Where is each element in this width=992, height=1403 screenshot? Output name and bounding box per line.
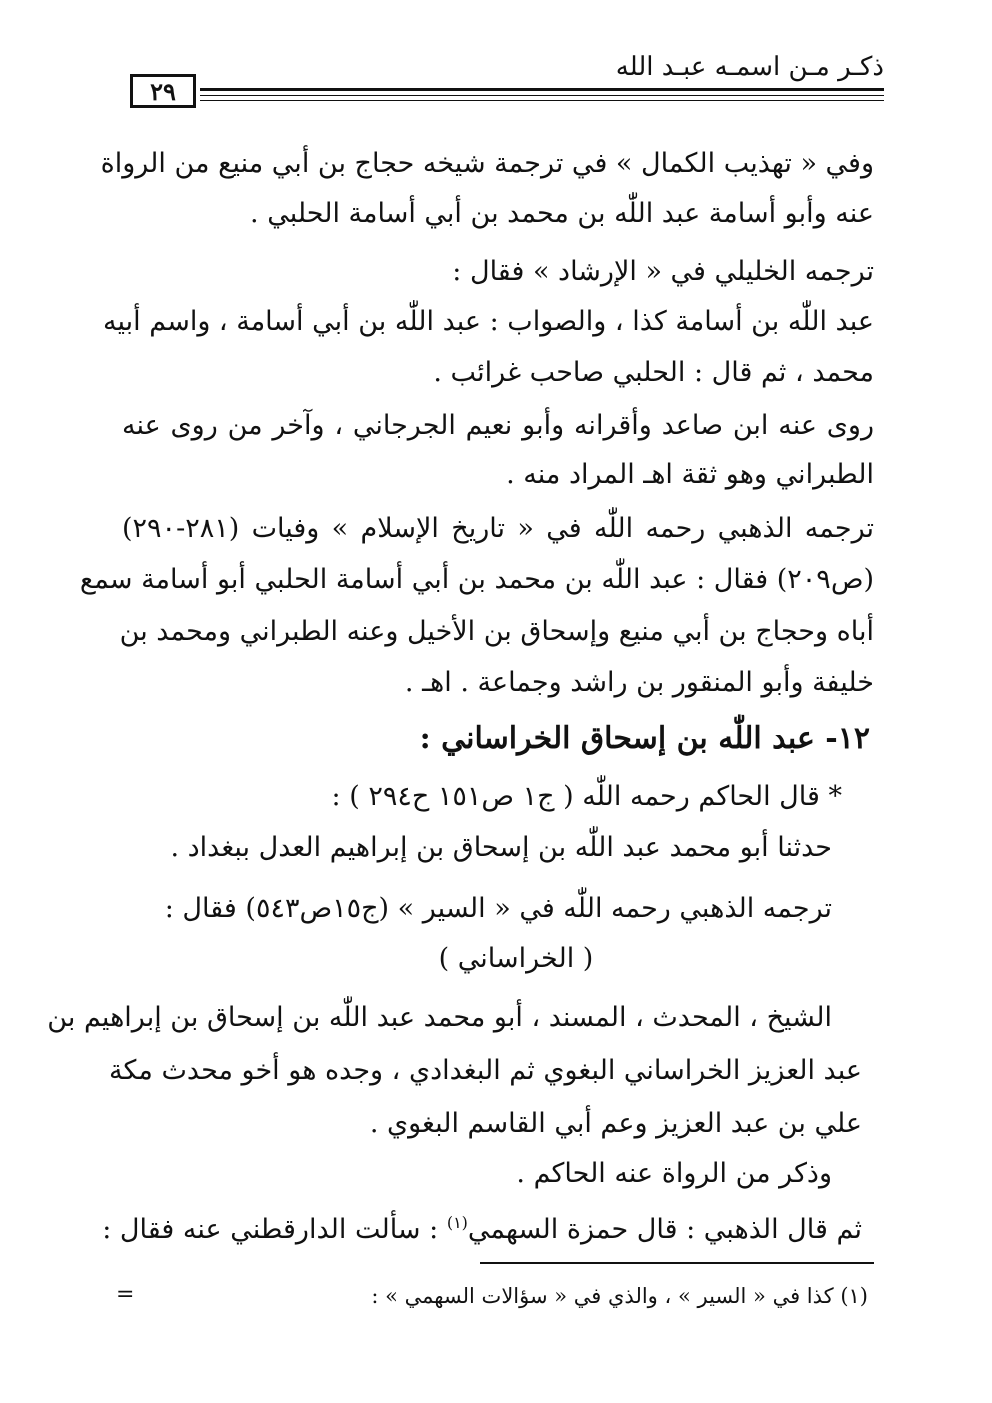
text-line xyxy=(102,1215,862,1243)
text-line: ترجمه الذهبي رحمه اللّٰه في « تاريخ الإسلام » وفيات (٢٨١-٢٩٠) xyxy=(122,513,874,544)
page-number: ٢٩ xyxy=(150,76,176,106)
footnote-text: (١) كذا في « السير » ، والذي في « سؤالات السهمي » : xyxy=(371,1284,868,1308)
text-line: ترجمه الخليلي في « الإرشاد » فقال : xyxy=(452,256,874,287)
text-line: علي بن عبد العزيز وعم أبي القاسم البغوي . xyxy=(369,1108,862,1139)
footnote-continuation-mark: = xyxy=(116,1282,135,1307)
text-line: عبد اللّٰه بن أسامة كذا ، والصواب : عبد اللّٰه بن أبي أسامة ، واسم أبيه xyxy=(103,306,874,337)
text-line: الطبراني وهو ثقة اهـ المراد منه . xyxy=(506,459,874,490)
header-rule-thick xyxy=(200,88,884,91)
text-line: ترجمه الذهبي رحمه اللّٰه في « السير » (ج١٥ص٥٤٣) فقال : xyxy=(164,893,832,924)
text-line: عنه وأبو أسامة عبد اللّٰه بن محمد بن أبي أسامة الحلبي . xyxy=(250,198,874,229)
text-line: عبد العزيز الخراساني البغوي ثم البغدادي ، وجده هو أخو محدث مكة xyxy=(109,1055,862,1086)
page-number-box xyxy=(130,74,196,108)
footnote-marker: (١) xyxy=(446,1213,468,1232)
text-line-centered: ( الخراساني ) xyxy=(438,943,594,974)
text-line: * قال الحاكم رحمه اللّٰه ( ج١ ص١٥١ ح٢٩٤ ) : xyxy=(331,781,842,812)
text-line: خليفة وأبو المنقور بن راشد وجماعة . اهـ . xyxy=(404,667,874,698)
text-line: وذكر من الرواة عنه الحاكم . xyxy=(516,1158,832,1189)
text-line: (ص٢٠٩) فقال : عبد اللّٰه بن محمد بن أبي أسامة الحلبي أبو أسامة سمع xyxy=(79,564,874,595)
text-segment: : سألت الدارقطني عنه فقال : xyxy=(102,1214,447,1245)
running-header-title: ذكـر مـن اسمـه عبـد الله xyxy=(615,52,884,82)
text-line: حدثنا أبو محمد عبد اللّٰه بن إسحاق بن إبراهيم العدل ببغداد . xyxy=(170,832,832,863)
text-line: محمد ، ثم قال : الحلبي صاحب غرائب . xyxy=(433,357,874,388)
text-line: وفي « تهذيب الكمال » في ترجمة شيخه حجاج بن أبي منيع من الرواة xyxy=(100,148,874,179)
text-line: الشيخ ، المحدث ، المسند ، أبو محمد عبد اللّٰه بن إسحاق بن إبراهيم بن xyxy=(47,1002,832,1033)
text-segment: ثم قال الذهبي : قال حمزة السهمي xyxy=(467,1214,862,1245)
entry-heading: ١٢- عبد اللّٰه بن إسحاق الخراساني : xyxy=(419,721,870,756)
text-line: أباه وحجاج بن أبي منيع وإسحاق بن الأخيل وعنه الطبراني ومحمد بن xyxy=(119,616,874,647)
header-rule-thin xyxy=(200,100,884,101)
text-line: روى عنه ابن صاعد وأقرانه وأبو نعيم الجرجاني ، وآخر من روى عنه xyxy=(122,410,874,441)
header-rule-thin xyxy=(200,95,884,96)
footnote-rule xyxy=(480,1262,874,1264)
